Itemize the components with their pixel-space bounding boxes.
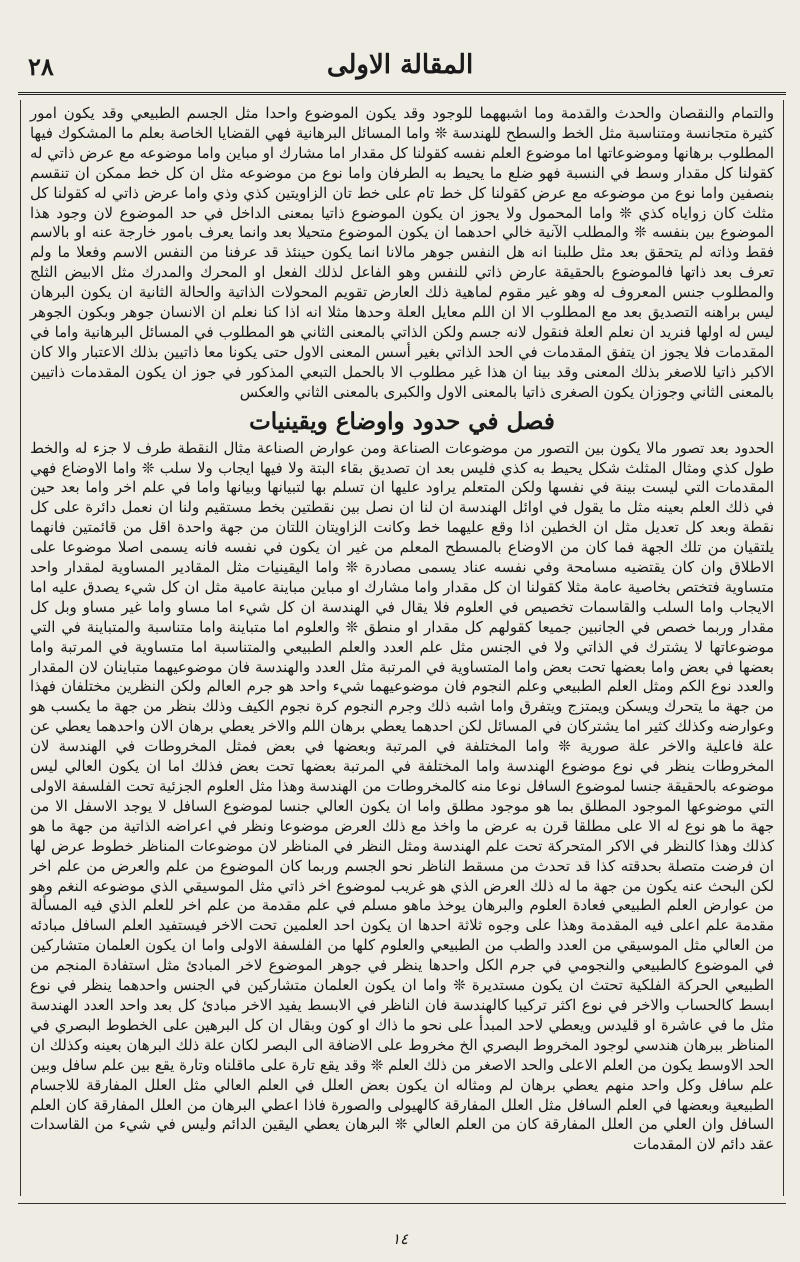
section-heading: فصل في حدود واوضاع ويقينيات [249, 407, 555, 435]
main-text [30, 104, 774, 1155]
paragraph-1: والتمام والنقصان والحدث والقدمة وما اشبههما للوجود وقد يكون الموضوع واحدا مثل الجسم الطبيعي وقد يكون امور كثيرة متجانسة ومتناسبة مثل الخط والسطح للهندسة ❊ واما المسائل البرهانية فهي القضايا الخاصة بعلم ما المشكوك فيها المطلوب برهانها وموضوعاتها اما موضوع العلم نفسه كقولنا كل مقدار اما مشارك او مباين واما موضوعه مع عرض ذاتي له كقولنا كل مقدار وسط في النسبة فهو ضلع ما يحيط به الطرفان واما نوع من موضوعه مثل ان كل خط ممكن ان تنقسم بنصفين واما نوع من موضوعه مع عرض كقولنا كل خط تام على خط تان الزاويتين كذي وذي واما عرض ذاتي له كقولنا كل مثلث كان زواياه كذي ❊ واما المحمول ولا يجوز ان يكون الموضوع ذاتيا بمعنى الداخل في حد الموضوع لان وجود هذا الموضوع بين بنفسه ❊ والمطلب الآنية خالي احدهما ان يكون الموضوع متحيلا بعد وانما يعرف بامور خارجة عنه او بالاسم فقط وذاته لم يتحقق بعد مثل طلبنا انه هل النفس جوهر مالانا انما يكون حينئذ قد عرفنا من النفس الاسم وفعلا ما ولم تعرف بعد ذاتها فالموضوع بالحقيقة عارض ذاتي للنفس وهو الفاعل لذلك الفعل او المحرك والمدرك مثل الابيض الثلج والمطلوب جنس المعروف له وهو غير مقوم لماهية ذلك العارض تقويم المحولات الذاتية والحالة الثانية ان يكون البرهان ليس براهنه التصديق بعد مع المطلوب الا ان اللم معايل العلة وحدها مثلا انه اذا كنا نعلم ان الانسان جوهر وبكون الجوهر ليس له اولها فنريد ان نعلم العلة فنقول لانه جسم ولكن الذاتي بالمعنى الثاني هو المطلوب في المسائل البرهانية واما في المقدمات فلا يجوز ان يتفق المقدمات في الحد الذاتي بغير أسس المعنى الاول حتى يكونا معا ذاتيين بذلك الاعتبار والا كان الاكبر ذاتيا للاصغر بذلك المعنى وقد بينا ان هذا غير مطلوب الا بالحمل التبعي المذكور في جوز ان يكون المقدمات ذاتيين بالمعنى الثاني وجوزان يكون الصغرى ذاتيا بالمعنى الاول والكبرى بالمعنى الثاني والعكس [30, 105, 774, 401]
signature-mark: ١٤ [391, 1230, 409, 1248]
header-rule [18, 92, 786, 95]
page-title: المقالة الاولى [326, 50, 474, 80]
paragraph-2: الحدود بعد تصور مالا يكون بين التصور من موضوعات الصناعة ومن عوارض الصناعة مثال النقطة طرف لا جزء له والخط طول كذي ومثال المثلث شكل يحيط به كذي فليس بعد ان تصديق بقاء البتة ولا فيها ايجاب ولا سلب ❊ واما الاوضاع فهي المقدمات التي ليست بينة في نفسها ولكن المتعلم يراود عليها ان تسلم بها لتبيانها وبيانها واما في علم اخر واما بعد حين في ذلك العلم بعينه مثل ما يقول في اوائل الهندسة ان لنا ان نصل بين نقطتين بخط مستقيم ولنا ان نعمل دائرة على كل نقطة وبعد كل تعديل مثل ان الخطين اذا وقع عليهما خط وكانت الزاويتان اللتان من جهة واحدة اقل من قائمتين فانهما يلتقيان من تلك الجهة فما كان من الاوضاع بالمسطح المعلم من غير ان يكون في نفسه فانه يسمى اصلا موضوعا على الاطلاق وان كان يقتضيه مسامحة وفي نفسه عناد يسمى مصادرة ❊ واما اليقينيات مثل المقادير المساوية لمقدار واحد متساوية فتختص بخاصية عامة مثلا كقولنا ان كل مقدار واما مشارك او مباين مباينة عامية مثل ان كل شيء يصدق عليه اما الايجاب واما السلب والقاسمات تخصيص في العلوم فلا يقال في الهندسة ان كل شيء اما مساو واما غير مساو وبل كل مقدار وربما خصص في الجانبين جميعا كقولهم كل مقدار او منطق ❊ والعلوم اما متباينة واما متناسبة والمتباينة في التي موضوعاتها لا يشترك في الذاتي ولا في الجنس مثل علم العدد والعلم الطبيعي والمتناسبة اما متساوية في المرتبة واما بعضها في بعض واما بعضها تحت بعض واما المتساوية في المرتبة مثل العدد والهندسة فان موضوعيهما متباينان لان المقدار والعدد نوع الكم ومثل العلم الطبيعي وعلم النجوم فان موضوعيهما شيء واحد هو جرم العالم ولكن النظرين مختلفان فهذا من جهة ما يتحرك ويسكن ويمتزج ويتفرق واما اشبه ذلك وجرم النجوم كرة نجوم الكيف وذلك بنظر من جهة ما يكسب هو وعوارضه وكذلك كثير اما يشتركان في المسائل لكن احدهما يعطي برهان اللم والاخر يعطي برهان الان واحدهما يعطي عن علة فاعلية والاخر علة صورية ❊ واما المختلفة في المرتبة وبعضها في بعض فمثل المخروطات في الهندسة لان المخروطات ينظر في نوع موضوع الهندسة واما المختلفة في المرتبة بعضها تحت بعض فذلك اما ان يكون العالي ليس موضوعه بالحقيقة جنسا لموضوع السافل نوعا منه كالمخروطات من الهندسة وهذا مثل العلوم الجزئية تحت الفلسفة الاولى التي موضوعها الموجود المطلق بما هو موجود مطلق واما ان يكون العالي جنسا لموضوع السافل لا يوجد الاسفل الا من جهة ما هو نوع له الا على مطلقا قرن به عرض ما واخذ مع ذلك العرض موضوعا ونظر في اعراضه الذاتية من جهة ما هو كذلك وهذا كالنظر في الاكر المتحركة تحت علم الهندسة ومثل النظر في المناظر لان موضوعات المناظر خطوط عرض لها ان فرضت متصلة بحدقته كذا قد تحدث من مسقط الناظر نحو الجسم وربما كان الموضوع من علم والعرض من علم اخر لكن البحث عنه يكون من جهة ما له ذلك العرض الذي هو غريب لموضوع اخر ذاتي مثل الموسيقي الذي موضوعه النغم وهو من عوارض العلم الطبيعي فعادة العلوم والبرهان يوخذ ماهو مسلم في علم مقدمة من علم اخر للعلم الذي فيه المسألة مقدمة علم اعلى فيه المقدمة وهذا على وجوه ثلاثة احدها ان يكون احد العلمين تحت الاخر فيستفيد العلم السافل مبادئه من العالي مثل الموسيقي من العدد والطب من الطبيعي والعلوم كلها من الفلسفة الاولى واما ان يكون العلمان متشاركين في الموضوع كالطبيعي والنجومي في جرم الكل واحدها ينظر في جوهر الموضوع لاخر المبادئ مثل استفادة المنجم من الطبيعي الحركة الفلكية تحتث ان يكون مستديرة ❊ واما ان يكون العلمان متشاركين في الجنس واحدهما ينظر في نوع ابسط كالحساب والاخر في نوع اكثر تركيبا كالهندسة فان الناظر في الابسط يفيد الاخر مبادئ كل بعد واحد العدد الهندسة مثل ما في عاشرة او قليدس ويعطي لاحد المبدأ على نحو ما ذاك او كون وبقال ان كل البرهين على الخطوط البصري في المناظر ببرهان هندسي لوجود المخروط البصري الخ مخروط على الاضافة الى البصر لكان علة ذلك البرهان بعينه وكذلك ان الحد الاوسط يكون من العلم الاعلى والحد الاصغر من ذلك العلم ❊ وقد يقع تارة على ماقلناه وتارة يقع بين علم سافل وبين علم سافل وكل واحد منهم يعطي برهان لم ومثاله ان يكون بعض العلل في العلم العالي مثل العلل المفارقة للاجسام الطبيعية وبعضها في العلم السافل مثل العلل المفارقة كالهيولى والصورة فاذا اعطي البرهان من العلل المفارقة كان العلم السافل وان العلي من العلل المفارقة كان من العلم العالي ❊ البرهان يعطي اليقين الدائم وليس في شيء من القاسدات عقد دائم لان المقدمات [30, 439, 774, 1154]
bottom-rule [18, 1203, 786, 1204]
page-number: ٢٨ [28, 52, 54, 81]
